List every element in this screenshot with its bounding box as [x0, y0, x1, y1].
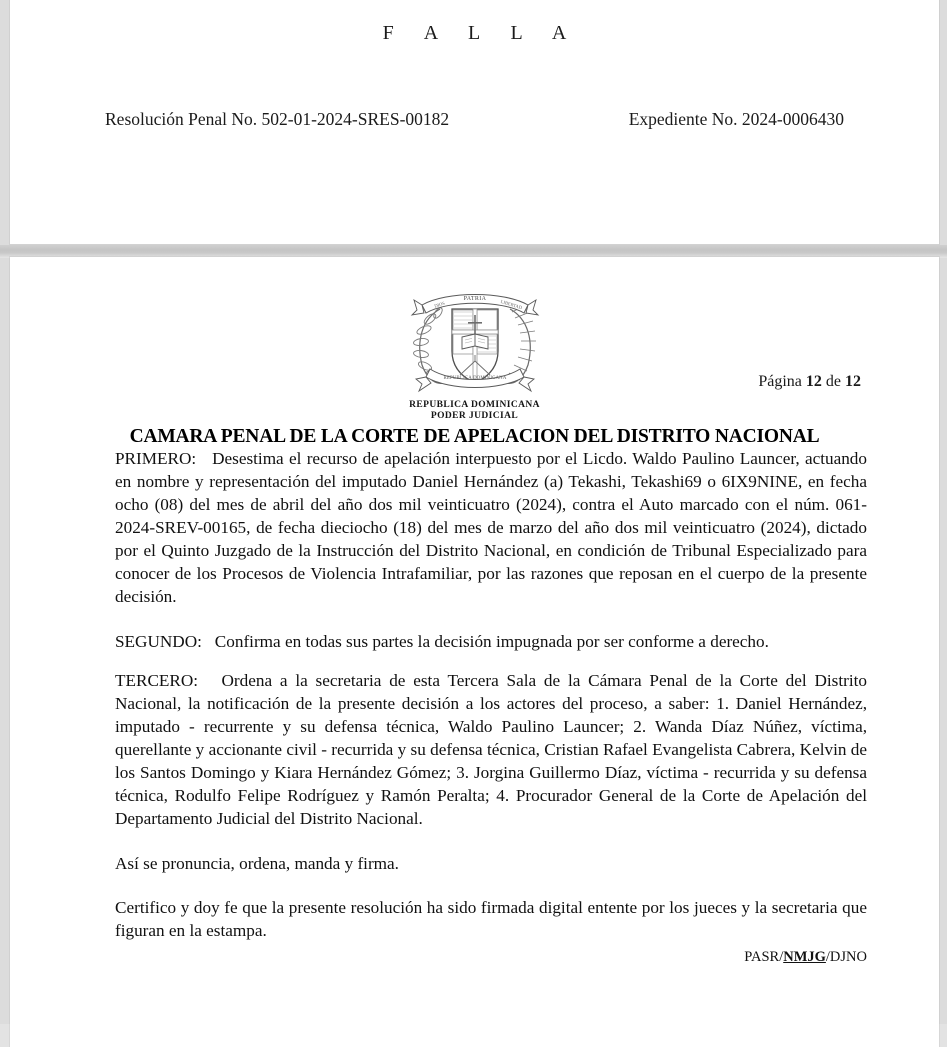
- svg-text:LIBERTAD: LIBERTAD: [499, 298, 523, 311]
- ruling-segundo-text: Confirma en todas sus partes la decisión impugnada por ser conforme a derecho.: [214, 631, 769, 651]
- document-page-current: [10, 257, 939, 1047]
- ruling-primero: [115, 448, 867, 608]
- reference-row: [105, 109, 844, 130]
- ruling-primero-label: PRIMERO:: [115, 449, 197, 469]
- certification-text: Certifico y doy fe que la presente resolución ha sido firmada digital entente por los jueces y la secretaria que figuran en la estampa.: [115, 898, 867, 941]
- falla-heading: F A L L A: [382, 22, 580, 44]
- ruling-segundo-label: SEGUNDO:: [115, 631, 202, 651]
- pronouncement-text: Así se pronuncia, ordena, manda y firma.: [115, 853, 399, 873]
- ruling-tercero-text: Ordena a la secretaria de esta Tercera Sala de la Cámara Penal de la Corte del Distrito Nacional, la notificación de la presente decisión a los actores del proceso, a saber: 1. Daniel Hernández, imputado - recurrente y su defensa técnica, Waldo Paulino Launcer; 2. Wanda Díaz Núñez, víctima, querellante y accionante civil - recurrida y su defensa técnica, Cristian Rafael Evangelista Cabrera, Kelvin de los Santos Domingo y Kiara Hernández Gómez; 3. Jorgina Guillermo Díaz, víctima - recurrida y su defensa técnica, Rodulfo Felipe Rodríguez y Ramón Peralta; 4. Procurador General de la Corte de Apelación del Departamento Judicial del Distrito Nacional.: [115, 671, 867, 828]
- footer-initials-highlighted: NMJG: [783, 949, 826, 966]
- svg-text:REPUBLICA DOMINICANA: REPUBLICA DOMINICANA: [442, 376, 507, 381]
- file-number: Expediente No. 2024-0006430: [628, 109, 844, 129]
- ruling-tercero: [115, 670, 867, 830]
- seal-caption-country: REPUBLICA DOMINICANA: [409, 400, 540, 410]
- page-number-prefix: Página: [758, 373, 806, 390]
- court-title: CAMARA PENAL DE LA CORTE DE APELACION DEL DISTRITO NACIONAL: [129, 426, 820, 448]
- footer-initials-suffix: /DJNO: [825, 949, 867, 966]
- document-page-previous: [10, 0, 939, 245]
- seal-caption: [10, 400, 939, 422]
- resolution-number: Resolución Penal No. 502-01-2024-SRES-00182: [105, 109, 450, 129]
- ruling-primero-text: Desestima el recurso de apelación interpuesto por el Licdo. Waldo Paulino Launcer, actuando en nombre y representación del imputado Daniel Hernández (a) Tekashi, Tekashi69 o 6IX9NINE, en fecha ocho (08) del mes de abril del año dos mil veinticuatro (2024), contra el Auto marcado con el núm. 061-2024-SREV-00165, de fecha dieciocho (18) del mes de marzo del año dos mil veinticuatro (2024), dictado por el Quinto Juzgado de la Instrucción del Distrito Nacional, en condición de Tribunal Especializado para conocer de los Procesos de Violencia Intrafamiliar, por las razones que reposan en el cuerpo de la presente decisión.: [115, 449, 867, 606]
- footer-initials-prefix: PASR/: [744, 949, 784, 966]
- page-number-current: 12: [805, 373, 822, 390]
- svg-text:DIOS: DIOS: [433, 300, 445, 309]
- ruling-segundo: [115, 631, 867, 654]
- page-number: [758, 373, 861, 391]
- svg-text:PATRIA: PATRIA: [463, 296, 486, 302]
- ruling-tercero-label: TERCERO:: [115, 671, 199, 691]
- document-body: [115, 448, 867, 943]
- seal-caption-branch: PODER JUDICIAL: [430, 411, 519, 422]
- page-number-total: 12: [845, 373, 861, 390]
- page-header: [10, 257, 939, 422]
- footer-initials: [115, 949, 867, 966]
- page-number-middle: de: [821, 373, 845, 390]
